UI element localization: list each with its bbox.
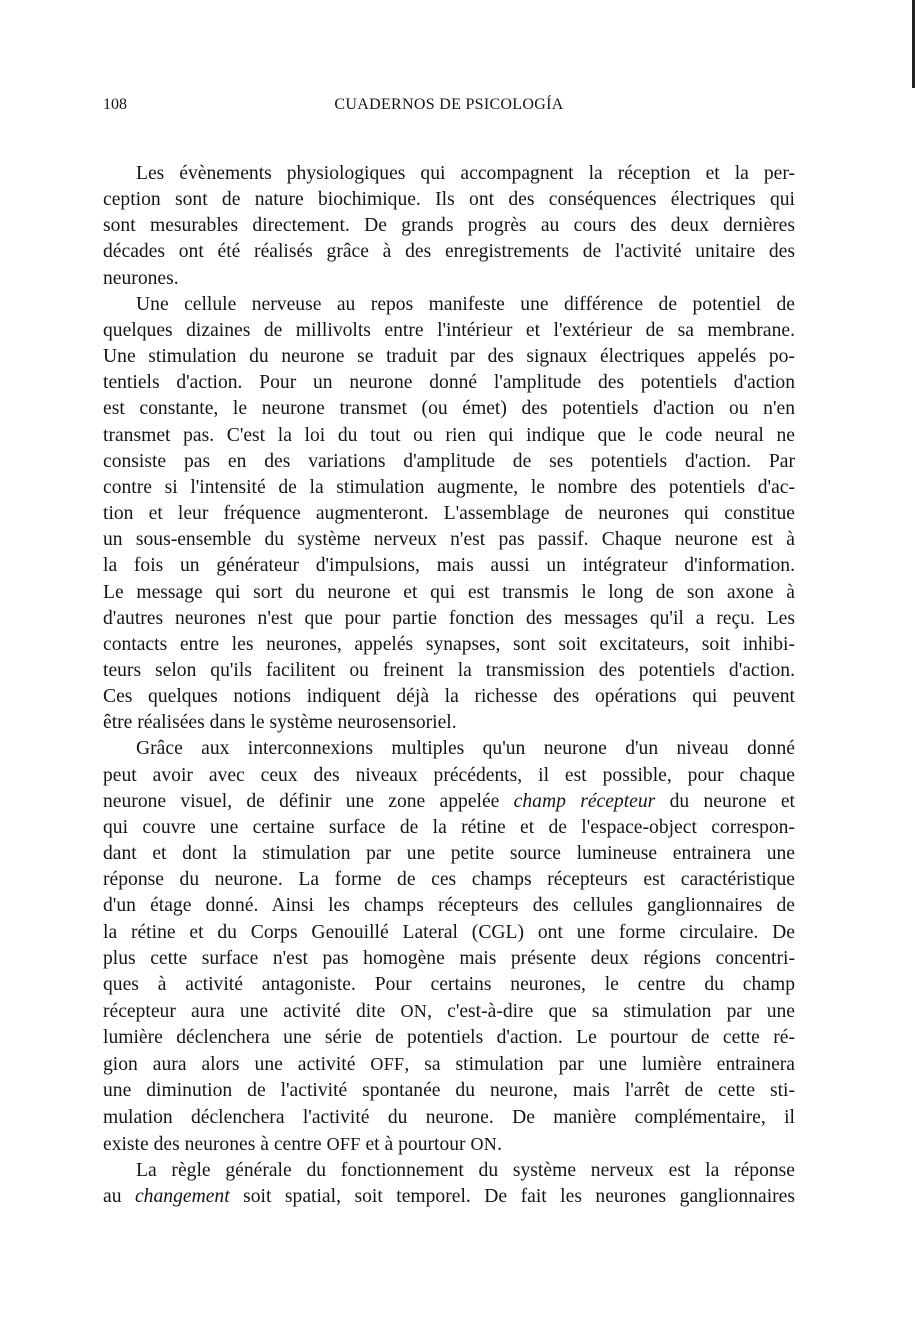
text-line (103, 841, 795, 867)
text-run: peut avoir avec ceux des niveaux précédents, il est possible, pour chaque (103, 764, 795, 786)
body-text (103, 161, 795, 1210)
text-run: quelques dizaines de millivolts entre l'intérieur et l'extérieur de sa membrane. (103, 319, 795, 341)
text-run: Ces quelques notions indiquent déjà la richesse des opérations qui peuvent (103, 686, 795, 708)
text-run: transmet pas. C'est la loi du tout ou rien qui indique que le code neural ne (103, 424, 795, 446)
page-header (103, 96, 795, 120)
text-line (103, 213, 795, 239)
paragraph (103, 292, 795, 737)
text-run: contre si l'intensité de la stimulation augmente, le nombre des potentiels d'ac- (103, 476, 795, 498)
text-run: une diminution de l'activité spontanée du neurone, mais l'arrêt de cette sti- (103, 1080, 795, 1102)
small-caps-term: ON (470, 1133, 498, 1154)
text-run: la rétine et du Corps Genouillé Lateral (CGL) ont une forme circulaire. De (103, 921, 795, 943)
text-line (103, 867, 795, 893)
text-run: , sa stimulation par une lumière entrainera (404, 1054, 795, 1076)
text-run: et à pourtour (360, 1133, 471, 1155)
text-run: lumière déclenchera une série de potentiels d'action. Le pourtour de cette ré- (103, 1027, 795, 1049)
text-run: Grâce aux interconnexions multiples qu'un neurone d'un niveau donné (136, 738, 795, 760)
text-line (103, 318, 795, 344)
small-caps-term: OFF (326, 1133, 361, 1154)
text-run: récepteur aura une activité dite (103, 1001, 401, 1022)
text-run: ception sont de nature biochimique. Ils ont des conséquences électriques qui (103, 189, 795, 211)
running-title: CUADERNOS DE PSICOLOGÍA (334, 96, 564, 113)
text-run: neurones. (103, 267, 179, 289)
text-run: tion et leur fréquence augmenteront. L'assemblage de neurones qui constitue (103, 503, 795, 525)
text-run: la fois un générateur d'impulsions, mais aussi un intégrateur d'information. (103, 555, 795, 577)
text-run: qui couvre une certaine surface de la rétine et de l'espace-object correspon- (103, 816, 795, 838)
text-run: d'autres neurones n'est que pour partie fonction des messages qu'il a reçu. Les (103, 607, 795, 629)
text-run: existe des neurones à centre (103, 1133, 327, 1155)
text-line (103, 632, 795, 658)
text-run: d'un étage donné. Ainsi les champs récepteurs des cellules ganglionnaires de (103, 895, 795, 917)
text-run: Les évènements physiologiques qui accompagnent la réception et la per- (136, 163, 795, 184)
text-line (103, 344, 795, 370)
text-line (103, 239, 795, 265)
text-line (103, 1184, 795, 1210)
text-run: est constante, le neurone transmet (ou émet) des potentiels d'action ou n'en (103, 398, 795, 420)
text-run: Une cellule nerveuse au repos manifeste une différence de potentiel de (136, 293, 795, 315)
text-line (103, 580, 795, 606)
text-run: réponse du neurone. La forme de ces champs récepteurs est caractéristique (103, 869, 795, 891)
paragraph (103, 736, 795, 1158)
text-line (103, 449, 795, 475)
text-run: un sous-ensemble du système nerveux n'est pas passif. Chaque neurone est à (103, 529, 795, 551)
text-run: teurs selon qu'ils facilitent ou freinent la transmission des potentiels d'action. (103, 659, 795, 681)
text-line (103, 1158, 795, 1184)
text-run: ques à activité antagoniste. Pour certains neurones, le centre du champ (103, 973, 795, 995)
text-run: , c'est-à-dire que sa stimulation par une (427, 1001, 795, 1022)
text-run: mulation déclenchera l'activité du neurone. De manière complémentaire, il (103, 1106, 795, 1128)
text-line (103, 1078, 795, 1104)
text-line (103, 789, 795, 815)
italic-term: champ récepteur (513, 790, 656, 812)
text-run: plus cette surface n'est pas homogène mais présente deux régions concentri- (103, 947, 795, 969)
text-line (103, 920, 795, 946)
text-run: être réalisées dans le système neurosensoriel. (103, 712, 457, 734)
paragraph (103, 161, 795, 292)
text-line (103, 998, 795, 1025)
text-line (103, 1025, 795, 1051)
text-line (103, 684, 795, 710)
text-line (103, 553, 795, 579)
italic-term: changement (134, 1186, 230, 1208)
text-line (103, 292, 795, 318)
text-run: contacts entre les neurones, appelés synapses, sont soit excitateurs, soit inhibi- (103, 633, 795, 655)
text-run: sont mesurables directement. De grands progrès au cours des deux dernières (103, 215, 795, 237)
text-line (103, 893, 795, 919)
text-line (103, 396, 795, 422)
text-line (103, 527, 795, 553)
text-run: neurone visuel, de définir une zone appelée (103, 790, 514, 812)
text-run: Le message qui sort du neurone et qui est transmis le long de son axone à (103, 581, 795, 603)
text-run: décades ont été réalisés grâce à des enregistrements de l'activité unitaire des (103, 241, 795, 263)
text-line (103, 370, 795, 396)
text-line (103, 815, 795, 841)
text-run: tentiels d'action. Pour un neurone donné l'amplitude des potentiels d'action (103, 372, 795, 394)
text-line (103, 1051, 795, 1078)
text-line (103, 266, 795, 292)
text-line (103, 710, 795, 736)
paragraph (103, 1158, 795, 1210)
text-run: dant et dont la stimulation par une petite source lumineuse entrainera une (103, 843, 795, 865)
text-line (103, 606, 795, 632)
text-line (103, 1131, 795, 1158)
text-run: consiste pas en des variations d'amplitude de ses potentiels d'action. Par (103, 450, 795, 472)
text-run: au (103, 1186, 135, 1208)
text-line (103, 423, 795, 449)
text-run: . (497, 1133, 503, 1155)
text-line (103, 736, 795, 762)
small-caps-term: OFF (370, 1054, 405, 1075)
text-run: La règle générale du fonctionnement du système nerveux est la réponse (136, 1159, 795, 1181)
text-line (103, 161, 795, 187)
text-line (103, 1105, 795, 1131)
text-run: Une stimulation du neurone se traduit par des signaux électriques appelés po- (103, 346, 795, 368)
text-line (103, 475, 795, 501)
text-run: gion aura alors une activité (103, 1054, 371, 1076)
text-run: du neurone et (655, 790, 795, 812)
small-caps-term: ON (400, 1001, 428, 1021)
text-line (103, 658, 795, 684)
text-line (103, 187, 795, 213)
text-line (103, 946, 795, 972)
text-run: soit spatial, soit temporel. De fait les neurones ganglionnaires (229, 1186, 795, 1208)
page-number: 108 (103, 96, 127, 113)
text-line (103, 501, 795, 527)
text-line (103, 972, 795, 998)
text-line (103, 763, 795, 789)
